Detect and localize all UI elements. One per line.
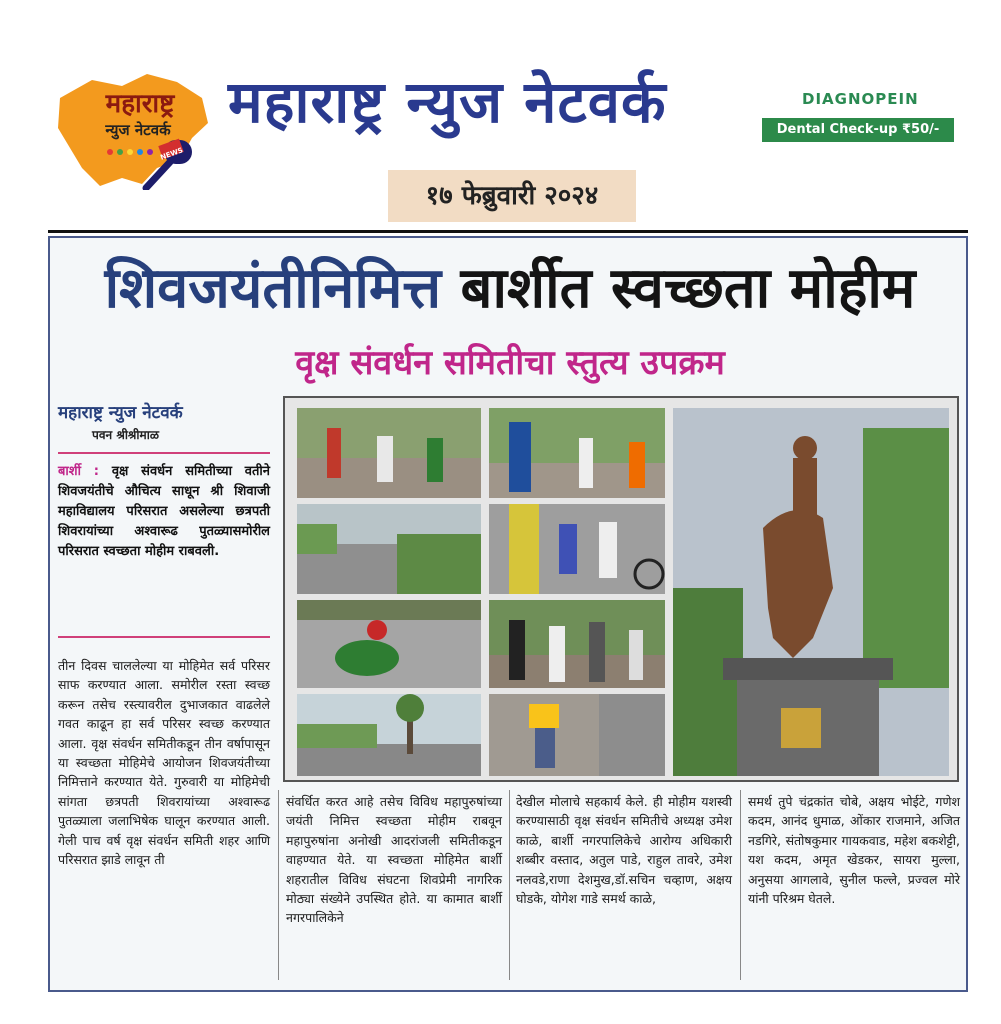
headline-part1: शिवजयंतीनिमित्त: [104, 256, 442, 321]
photo-collage: [283, 396, 959, 782]
column-divider: [278, 790, 279, 980]
logo-text-line1: महाराष्ट्र: [105, 89, 175, 119]
lead-paragraph: [58, 462, 270, 562]
body-column-1: तीन दिवस चाललेल्या या मोहिमेत सर्व परिसर साफ करण्यात आला. समोरील रस्ता स्वच्छ करून तसेच रस्त्यावरील दुभाजकात वाढलेले गवत काढून हा सर्व परिसर स्वच्छ करण्यात आला. वृक्ष संवर्धन समितीकडून तीन वर्षापासून या स्वच्छता मोहिमेचे आयोजन शिवजयंतीच्या निमित्ताने करण्यात येते. गुरुवारी या मोहिमेची सांगता छत्रपती शिवरायांच्या अश्वारूढ पुतळ्याला जलाभिषेक घालून करण्यात आली. गेली पाच वर्ष वृक्ष संवर्धन समिती शहर आणि परिसरात झाडे लावून ती: [58, 658, 270, 868]
headline: [60, 248, 960, 328]
dateline: बार्शी :: [58, 464, 99, 479]
microphone-icon: [140, 138, 196, 190]
body-column-3: देखील मोलाचे सहकार्य केले. ही मोहीम यशस्वी करण्यासाठी वृक्ष संवर्धन समितीचे अध्यक्ष उमेश काळे, बार्शी नगरपालिकेचे आरोग्य अधिकारी शब्बीर वस्ताद, अतुल पाडे, राहुल तावरे, उमेश नलवडे,राणा देशमुख,डॉ.सचिन चव्हाण, अक्षय घोडके, योगेश गाडे समर्थ काळे,: [516, 794, 732, 907]
byline-divider: [58, 452, 270, 454]
photo-volunteers-cleaning-2: [489, 408, 665, 498]
photo-sweeping-road: [489, 694, 665, 776]
column-divider: [740, 790, 741, 980]
photo-shivaji-statue: [673, 408, 949, 776]
sponsor-offer: Dental Check-up ₹50/-: [762, 118, 954, 142]
photo-street-trees: [297, 694, 481, 776]
photo-volunteer-bending: [297, 600, 481, 688]
lead-text: वृक्ष संवर्धन समितीच्या वतीने शिवजयंतीचे औचित्य साधून श्री शिवाजी महाविद्यालय परिसरात असलेल्या छत्रपती शिवरायांच्या अश्वारूढ पुतळ्यासमोरील परिसरात स्वच्छता मोहीम राबवली.: [58, 464, 270, 559]
logo-text-line2: न्युज नेटवर्क: [105, 121, 171, 139]
logo-badge: NEWS: [159, 146, 185, 162]
top-divider: [48, 230, 968, 233]
issue-date: १७ फेब्रुवारी २०२४: [388, 170, 636, 222]
photo-volunteers-cleaning-1: [297, 408, 481, 498]
byline-author: पवन श्रीश्रीमाळ: [92, 428, 159, 442]
sponsor-ad[interactable]: [762, 90, 958, 148]
subheadline: वृक्ष संवर्धन समितीचा स्तुत्य उपक्रम: [295, 343, 725, 383]
lead-divider: [58, 636, 270, 638]
masthead-title: महाराष्ट्र न्युज नेटवर्क: [228, 68, 667, 136]
sponsor-brand: DIAGNOPEIN: [802, 90, 919, 108]
body-column-2: संवर्धित करत आहे तसेच विविध महापुरुषांच्या जयंती निमित्त स्वच्छता मोहीम राबवून महापुरुषांना अनोखी आदरांजली समितीकडून वाहण्यात येते. या स्वच्छता मोहिमेत बार्शी शहरातील विविध संघटना शिवप्रेमी नागरिक मोठ्या संख्येने उपस्थित होते. या कामात बार्शी नगरपालिकेने: [286, 794, 502, 926]
column-divider: [509, 790, 510, 980]
headline-part2: बार्शीत स्वच्छता मोहीम: [460, 256, 916, 321]
masthead-logo: [52, 68, 212, 190]
photo-group-cleaning: [489, 600, 665, 688]
byline-publisher: महाराष्ट्र न्युज नेटवर्क: [58, 403, 183, 423]
photo-sweeping-divider: [489, 504, 665, 594]
body-column-4: समर्थ तुपे चंद्रकांत चोबे, अक्षय भोईटे, गणेश कदम, आनंद धुमाळ, ओंकार राजमाने, अजित नडगिरे, संतोषकुमार गायकवाड, महेश बकशेट्टी, यश कदम, अमृत खेडकर, सायरा मुल्ला, अनुसया आगलावे, सुनील फल्ले, प्रज्वल मोरे यांनी परिश्रम घेतले.: [748, 794, 960, 907]
photo-road-divider: [297, 504, 481, 594]
